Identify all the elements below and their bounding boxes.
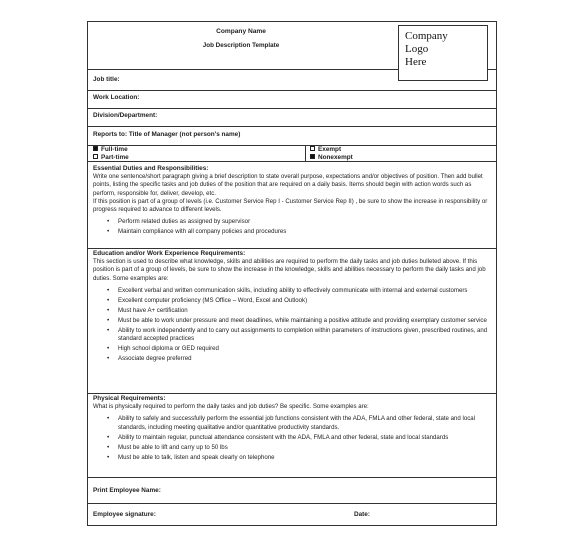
print-name-row[interactable]: [88, 478, 496, 504]
duties-title: Essential Duties and Responsibilities:: [93, 165, 209, 172]
company-logo-placeholder: [398, 25, 488, 81]
full-time-option[interactable]: [93, 146, 128, 154]
list-item: • Excellent computer proficiency (MS Office – Word, Excel and Outlook): [111, 297, 491, 305]
list-item: • Ability to maintain regular, punctual attendance consistent with the ADA, FMLA and other federal, state and local standards: [111, 434, 491, 442]
full-time-checkbox[interactable]: [93, 146, 98, 151]
duties-section: [88, 164, 496, 249]
exempt-option[interactable]: [310, 146, 341, 154]
employment-status-row: [88, 146, 496, 162]
signature-row[interactable]: [88, 504, 496, 526]
part-time-option[interactable]: [93, 154, 129, 162]
print-name-label: Print Employee Name:: [93, 487, 161, 494]
education-list: [111, 287, 491, 363]
logo-line: Here: [405, 56, 427, 69]
list-item: • Ability to work independently and to carry out assignments to completion within parameters of instructions given, prescribed routines, and standard accepted practices: [111, 327, 491, 343]
exempt-label: Exempt: [318, 146, 342, 153]
physical-description: What is physically required to perform the daily tasks and job duties? Be specific. Some examples are:: [93, 403, 369, 411]
status-divider: [305, 146, 306, 161]
employee-signature-label: Employee signature:: [93, 511, 156, 518]
physical-section: [88, 394, 496, 478]
part-time-label: Part-time: [101, 154, 129, 161]
list-item: • Must be able to work under pressure and meet deadlines, while maintaining a positive attitude and providing exemplary customer service: [111, 317, 491, 325]
part-time-checkbox[interactable]: [93, 154, 98, 159]
education-title: Education and/or Work Experience Requirements:: [93, 250, 246, 257]
physical-title: Physical Requirements:: [93, 395, 166, 402]
nonexempt-checkbox[interactable]: [310, 154, 315, 159]
division-row[interactable]: [88, 106, 496, 127]
list-item: • Ability to safely and successfully perform the essential job functions consistent with the ADA, FMLA and other federal, state and local standards, including meeting qualitative and/or quantitative productivity standards.: [111, 415, 491, 431]
work-location-label: Work Location:: [93, 94, 140, 101]
job-title-label: Job title:: [93, 76, 120, 83]
list-item: • Perform related duties as assigned by supervisor: [111, 218, 491, 226]
reports-to-label: Reports to:: [93, 131, 128, 138]
list-item: • Must have A+ certification: [111, 307, 491, 315]
duties-description: Write one sentence/short paragraph giving a brief description to state overall purpose, expectations and/or objectives of position. Then add bullet points, listing the specific tasks and job duties of the position that are required on a daily basis. Items should begin with action words such as perform, responsible for, deliver, develop, etc.: [93, 173, 483, 197]
nonexempt-label: Nonexempt: [318, 154, 353, 161]
list-item: • Excellent verbal and written communication skills, including ability to effectively communicate with internal and external customers: [111, 287, 491, 295]
date-label: Date:: [354, 511, 370, 518]
company-name: Company Name: [216, 28, 266, 35]
list-item: • Maintain compliance with all company policies and procedures: [111, 228, 491, 236]
logo-line: Logo: [405, 43, 429, 56]
logo-line: Company: [405, 30, 448, 42]
education-section: [88, 249, 496, 394]
duties-list: [111, 218, 491, 236]
reports-to-field: [93, 131, 240, 139]
list-item: • Must be able to talk, listen and speak clearly on telephone: [111, 454, 491, 462]
physical-list: [111, 415, 491, 461]
division-label: Division/Department:: [93, 112, 158, 119]
duties-levels-note: If this position is part of a group of levels (i.e. Customer Service Rep I - Customer Service Rep II) , be sure to show the increase in responsibility or progress required to advance to different levels.: [93, 197, 488, 213]
nonexempt-option[interactable]: [310, 154, 353, 162]
list-item: • Must be able to lift and carry up to 50 lbs: [111, 444, 491, 452]
full-time-label: Full-time: [101, 146, 128, 153]
exempt-checkbox[interactable]: [310, 146, 315, 151]
list-item: • High school diploma or GED required: [111, 345, 491, 353]
reports-to-row[interactable]: [88, 125, 496, 146]
template-title: Job Description Template: [202, 42, 280, 49]
job-description-form: [87, 21, 497, 526]
list-item: • Associate degree preferred: [111, 355, 491, 363]
education-description: This section is used to describe what knowledge, skills and abilities are required to perform the daily tasks and job duties bulleted above. If this position is part of a group of levels, be sure to show the increase in the knowledge, skills and abilities necessary to perform the daily tasks and job duties. Some examples are:: [93, 258, 486, 282]
reports-to-value: Title of Manager (not person's name): [128, 131, 241, 138]
